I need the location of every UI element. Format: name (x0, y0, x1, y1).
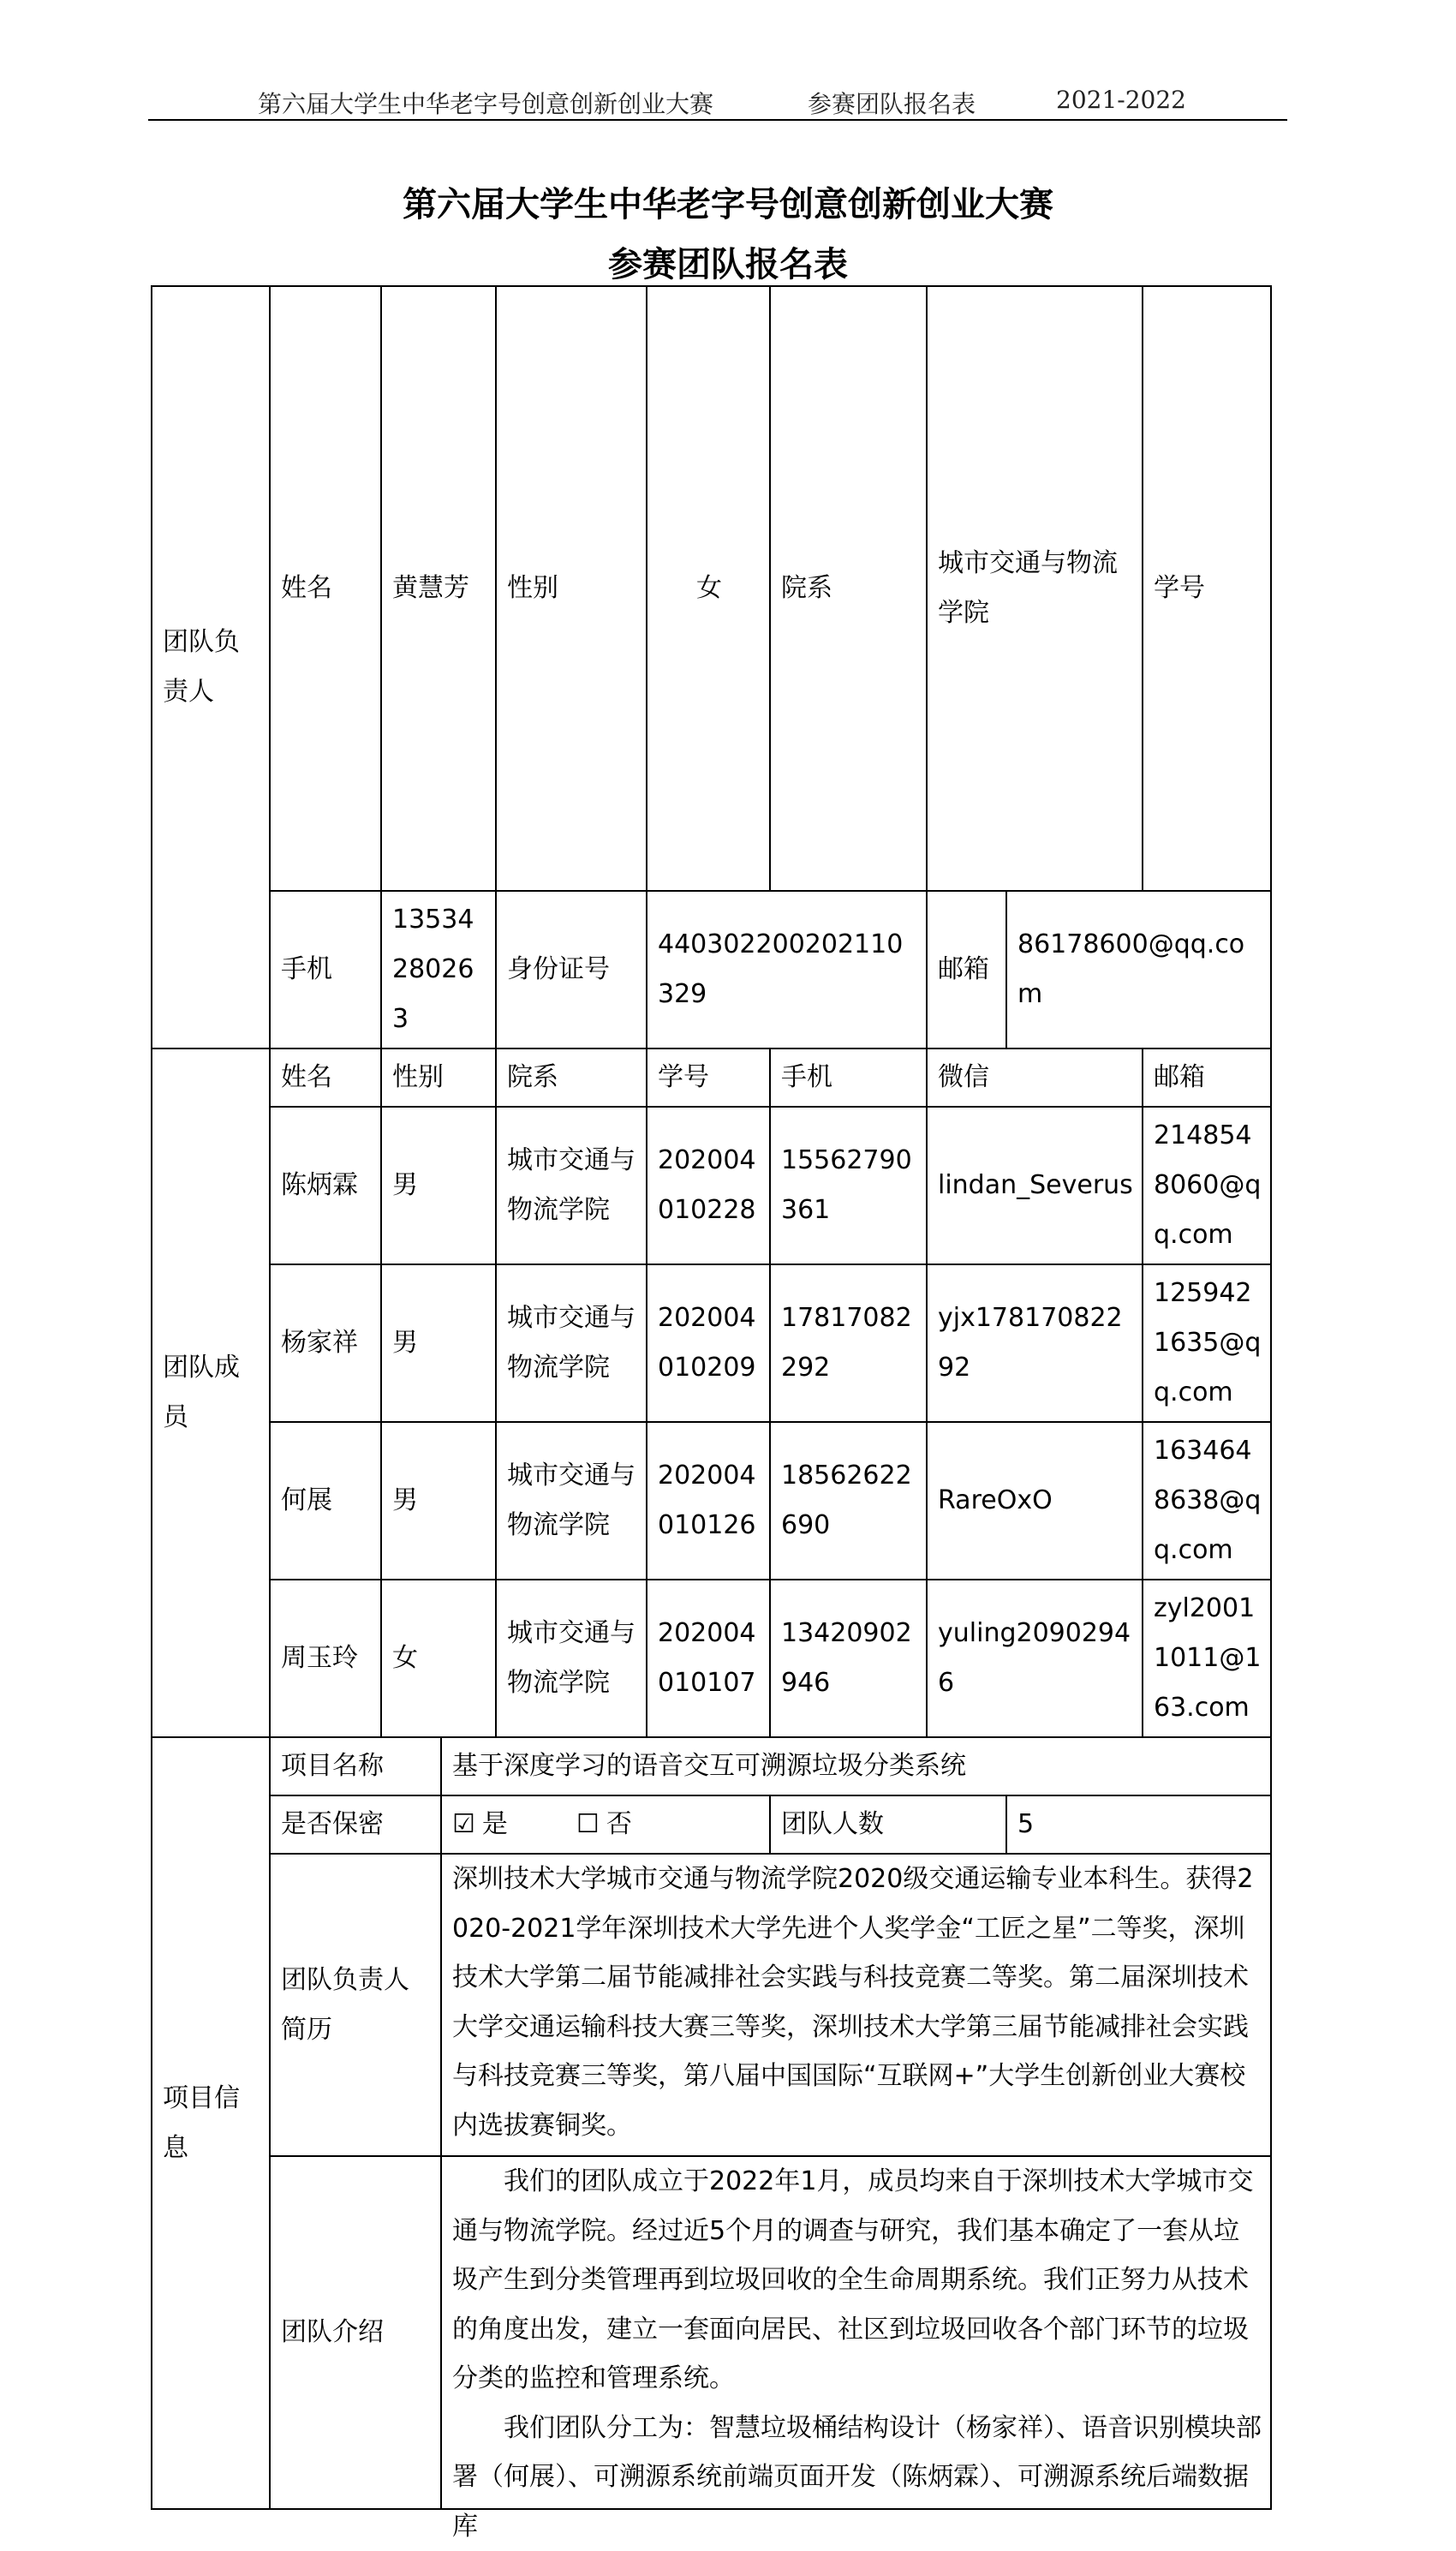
column-header: 学号 (647, 1048, 770, 1107)
leader-bio: 深圳技术大学城市交通与物流学院2020级交通运输专业本科生。获得2020-2021学年深圳技术大学先进个人奖学金“工匠之星”二等奖，深圳技术大学第二届节能减排社会实践与科技竞赛二等奖。第二届深圳技术大学交通运输科技大赛三等奖，深圳技术大学第三届节能减排社会实践与科技竞赛三等奖，第八届中国国际“互联网+”大学生创新创业大赛校内选拔赛铜奖。 (441, 1854, 1271, 2156)
members-section-label: 团队成员 (152, 1048, 270, 1737)
leader-row-1 (152, 286, 1271, 891)
leader-dept-label: 院系 (770, 286, 927, 891)
member-id: 202004010107 (647, 1580, 770, 1737)
registration-form (151, 285, 1272, 2542)
member-id: 202004010209 (647, 1264, 770, 1422)
leader-idcard: 440302200202110329 (647, 891, 927, 1048)
secret-yes-checkbox[interactable]: ☑ (452, 1809, 475, 1839)
members-header-row (152, 1048, 1271, 1107)
member-email: 1259421635@qq.com (1143, 1264, 1271, 1422)
member-row (152, 1580, 1271, 1737)
column-header: 邮箱 (1143, 1048, 1271, 1107)
member-row (152, 1264, 1271, 1422)
header-divider (148, 119, 1287, 121)
member-row (152, 1422, 1271, 1580)
page-subtitle: 参赛团队报名表 (608, 245, 848, 284)
team-intro-row (152, 2156, 1271, 2509)
secret-no-checkbox[interactable]: ☐ (576, 1809, 600, 1839)
member-name: 周玉玲 (270, 1580, 381, 1737)
member-row (152, 1107, 1271, 1264)
member-gender: 男 (381, 1422, 496, 1580)
team-size: 5 (1006, 1795, 1271, 1854)
leader-bio-label: 团队负责人简历 (270, 1854, 441, 2156)
column-header: 姓名 (270, 1048, 381, 1107)
leader-name-label: 姓名 (270, 286, 381, 891)
team-intro-label: 团队介绍 (270, 2156, 441, 2509)
team-intro-paragraph: 我们的团队成立于2022年1月，成员均来自于深圳技术大学城市交通与物流学院。经过近5个月的调查与研究，我们基本确定了一套从垃圾产生到分类管理再到垃圾回收的全生命周期系统。我们正努力从技术的角度出发，建立一套面向居民、社区到垃圾回收各个部门环节的垃圾分类的监控和管理系统。 (452, 2166, 1254, 2393)
team-intro-paragraph: 我们团队分工为：智慧垃圾桶结构设计（杨家祥）、语音识别模块部署（何展）、可溯源系统前端页面开发（陈炳霖）、可溯源系统后端数据库 (452, 2412, 1262, 2542)
project-name-row (152, 1737, 1271, 1795)
secret-yes-label: 是 (481, 1809, 508, 1839)
column-header: 手机 (770, 1048, 927, 1107)
member-gender: 男 (381, 1264, 496, 1422)
member-dept: 城市交通与物流学院 (496, 1580, 647, 1737)
member-wechat: RareOxO (927, 1422, 1143, 1580)
team-size-label: 团队人数 (770, 1795, 1006, 1854)
member-gender: 男 (381, 1107, 496, 1264)
member-id: 202004010126 (647, 1422, 770, 1580)
leader-row-2 (152, 891, 1271, 1048)
member-phone: 17817082292 (770, 1264, 927, 1422)
leader-id-label: 学号 (1143, 286, 1271, 891)
member-name: 杨家祥 (270, 1264, 381, 1422)
project-secret-row (152, 1795, 1271, 1854)
member-id: 202004010228 (647, 1107, 770, 1264)
team-intro (441, 2156, 1271, 2542)
leader-phone: 13534280263 (381, 891, 496, 1048)
leader-name: 黄慧芳 (381, 286, 496, 891)
leader-email: 86178600@qq.com (1006, 891, 1271, 1048)
member-wechat: lindan_Severus (927, 1107, 1143, 1264)
member-phone: 18562622690 (770, 1422, 927, 1580)
column-header: 性别 (381, 1048, 496, 1107)
leader-section-label: 团队负责人 (152, 286, 270, 1048)
member-name: 何展 (270, 1422, 381, 1580)
leader-dept: 城市交通与物流学院 (927, 286, 1143, 891)
member-dept: 城市交通与物流学院 (496, 1422, 647, 1580)
header-form-name: 参赛团队报名表 (808, 90, 976, 118)
member-wechat: yuling20902946 (927, 1580, 1143, 1737)
leader-phone-label: 手机 (270, 891, 381, 1048)
member-phone: 13420902946 (770, 1580, 927, 1737)
leader-email-label: 邮箱 (927, 891, 1006, 1048)
member-dept: 城市交通与物流学院 (496, 1264, 647, 1422)
member-wechat: yjx17817082292 (927, 1264, 1143, 1422)
column-header: 微信 (927, 1048, 1143, 1107)
running-header (0, 82, 1456, 116)
member-phone: 15562790361 (770, 1107, 927, 1264)
secret-options (441, 1795, 770, 1854)
leader-idcard-label: 身份证号 (496, 891, 647, 1048)
header-year: 2021-2022 (1056, 86, 1186, 114)
member-email: 2148548060@qq.com (1143, 1107, 1271, 1264)
header-competition: 第六届大学生中华老字号创意创新创业大赛 (258, 90, 714, 118)
member-email: zyl20011011@163.com (1143, 1580, 1271, 1737)
leader-gender: 女 (647, 286, 770, 891)
member-email: 1634648638@qq.com (1143, 1422, 1271, 1580)
member-dept: 城市交通与物流学院 (496, 1107, 647, 1264)
leader-gender-label: 性别 (496, 286, 647, 891)
leader-bio-row (152, 1854, 1271, 2156)
page-title: 第六届大学生中华老字号创意创新创业大赛 (403, 185, 1053, 224)
project-name: 基于深度学习的语音交互可溯源垃圾分类系统 (441, 1737, 1271, 1795)
project-section-label: 项目信息 (152, 1737, 270, 2509)
secret-no-label: 否 (606, 1809, 632, 1839)
member-gender: 女 (381, 1580, 496, 1737)
column-header: 院系 (496, 1048, 647, 1107)
member-name: 陈炳霖 (270, 1107, 381, 1264)
secret-label: 是否保密 (270, 1795, 441, 1854)
project-name-label: 项目名称 (270, 1737, 441, 1795)
